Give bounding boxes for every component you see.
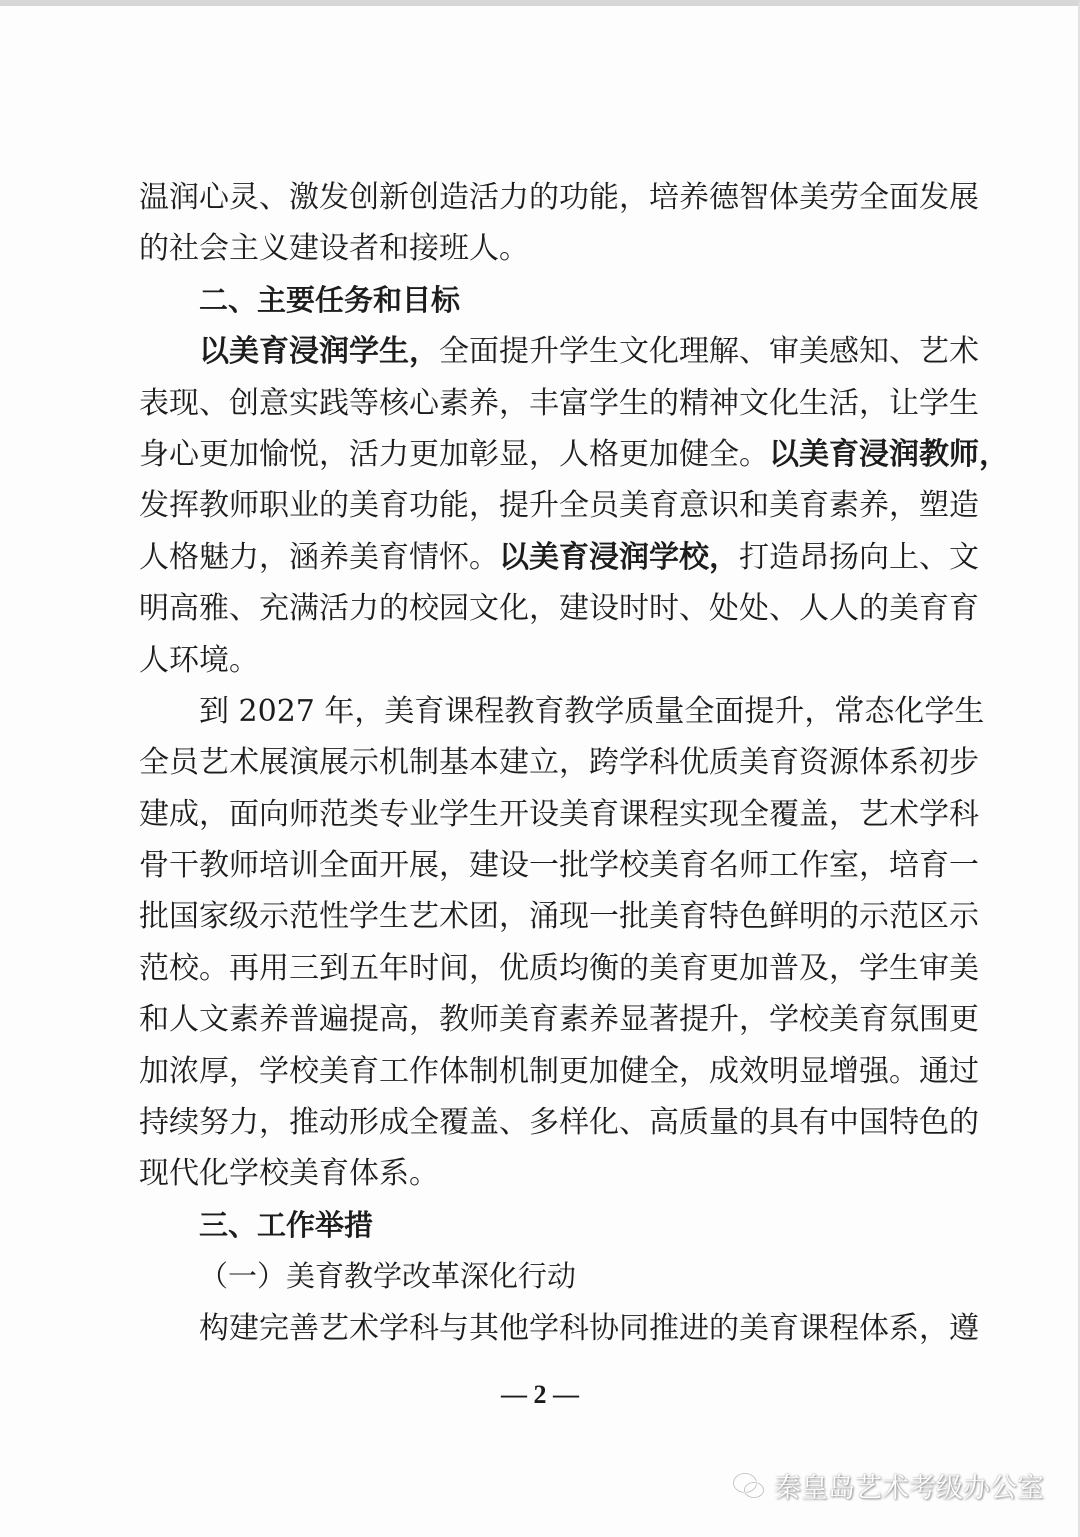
text-line: 现代化学校美育体系。 xyxy=(139,1156,439,1192)
text-line: 明高雅、充满活力的校园文化，建设时时、处处、人人的美育育 xyxy=(139,591,979,627)
text-line xyxy=(139,326,979,377)
page-number: — 2 — xyxy=(501,1380,579,1409)
text-line: 构建完善艺术学科与其他学科协同推进的美育课程体系，遵 xyxy=(199,1310,979,1346)
text-line: 和人文素养普遍提高，教师美育素养显著提升，学校美育氛围更 xyxy=(139,1002,979,1038)
text-span: 全面提升学生文化理解、审美感知、艺术 xyxy=(439,334,979,370)
text-line: 建成，面向师范类专业学生开设美育课程实现全覆盖，艺术学科 xyxy=(139,796,979,832)
text-span: 打造昂扬向上、文 xyxy=(739,539,979,575)
subsection-heading: （一）美育教学改革深化行动 xyxy=(199,1259,577,1294)
text-line xyxy=(139,429,1009,480)
watermark xyxy=(732,1466,1044,1505)
text-line xyxy=(139,532,979,583)
text-line: 骨干教师培训全面开展，建设一批学校美育名师工作室，培育一 xyxy=(139,848,979,884)
document-body xyxy=(139,172,1009,1354)
text-line: 批国家级示范性学生艺术团，涌现一批美育特色鲜明的示范区示 xyxy=(139,899,979,935)
emphasis-text: 以美育浸润教师， xyxy=(769,436,1009,472)
emphasis-text: 以美育浸润学校， xyxy=(499,539,739,575)
text-line: 到 2027 年，美育课程教育教学质量全面提升，常态化学生 xyxy=(199,693,985,729)
text-line: 表现、创意实践等核心素养，丰富学生的精神文化生活，让学生 xyxy=(139,385,979,421)
section-heading: 二、主要任务和目标 xyxy=(199,282,461,317)
emphasis-text: 以美育浸润学生， xyxy=(199,334,439,370)
section-heading: 三、工作举措 xyxy=(199,1207,374,1242)
text-span: 人格魅力，涵养美育情怀。 xyxy=(139,539,499,575)
text-line: 范校。再用三到五年时间，优质均衡的美育更加普及，学生审美 xyxy=(139,950,979,986)
text-line: 持续努力，推动形成全覆盖、多样化、高质量的具有中国特色的 xyxy=(139,1105,979,1141)
text-line: 发挥教师职业的美育功能，提升全员美育意识和美育素养，塑造 xyxy=(139,488,979,524)
watermark-text: 秦皇岛艺术考级办公室 xyxy=(774,1473,1044,1504)
text-span: 身心更加愉悦，活力更加彰显，人格更加健全。 xyxy=(139,436,769,472)
wechat-icon xyxy=(732,1471,766,1501)
text-line: 的社会主义建设者和接班人。 xyxy=(139,231,529,267)
text-line: 温润心灵、激发创新创造活力的功能，培养德智体美劳全面发展 xyxy=(139,180,979,215)
text-line: 加浓厚，学校美育工作体制机制更加健全，成效明显增强。通过 xyxy=(139,1053,979,1089)
text-line: 全员艺术展演展示机制基本建立，跨学科优质美育资源体系初步 xyxy=(139,745,979,781)
text-line: 人环境。 xyxy=(139,642,259,678)
